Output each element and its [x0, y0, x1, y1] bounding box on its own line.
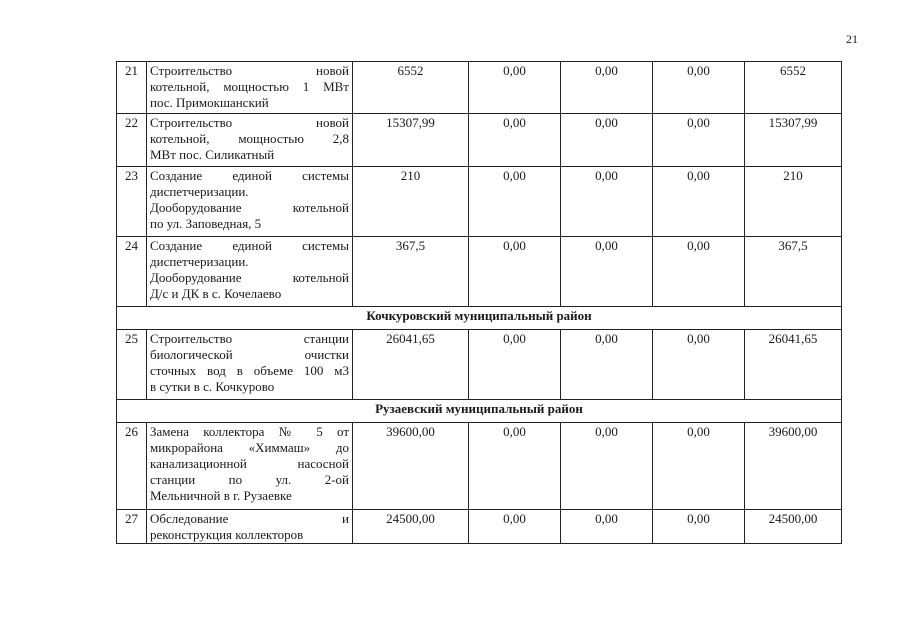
row-number: 22	[117, 114, 147, 167]
item-name-line: станции по ул. 2-ой	[150, 472, 349, 487]
value-col-3: 0,00	[561, 237, 653, 307]
value-col-4: 0,00	[653, 167, 745, 237]
value-col-5: 39600,00	[745, 423, 842, 510]
value-col-2: 0,00	[469, 237, 561, 307]
value-col-4: 0,00	[653, 330, 745, 400]
row-number: 25	[117, 330, 147, 400]
row-number: 27	[117, 510, 147, 544]
row-number: 24	[117, 237, 147, 307]
value-col-4: 0,00	[653, 237, 745, 307]
total-value: 26041,65	[353, 330, 469, 400]
value-col-5: 210	[745, 167, 842, 237]
table-row	[117, 423, 842, 510]
value-col-5: 15307,99	[745, 114, 842, 167]
value-col-2: 0,00	[469, 62, 561, 114]
value-col-4: 0,00	[653, 423, 745, 510]
item-name-line: микрорайона «Химмаш» до	[150, 440, 349, 455]
table-row	[117, 62, 842, 114]
value-col-2: 0,00	[469, 330, 561, 400]
item-name-line: МВт пос. Силикатный	[150, 147, 275, 162]
budget-table	[116, 61, 842, 544]
item-name	[147, 62, 353, 114]
item-name-line: сточных вод в объеме 100 м3	[150, 363, 349, 378]
item-name-line: Строительство новой	[150, 63, 349, 78]
item-name-line: канализационной насосной	[150, 456, 349, 471]
table-row	[117, 330, 842, 400]
table-body	[117, 62, 842, 544]
value-col-2: 0,00	[469, 167, 561, 237]
value-col-4: 0,00	[653, 114, 745, 167]
item-name-line: Мельничной в г. Рузаевке	[150, 488, 292, 503]
table-row	[117, 167, 842, 237]
value-col-3: 0,00	[561, 423, 653, 510]
item-name-line: Д/с и ДК в с. Кочелаево	[150, 286, 282, 301]
item-name	[147, 423, 353, 510]
value-col-3: 0,00	[561, 330, 653, 400]
page-number: 21	[846, 32, 858, 46]
item-name	[147, 330, 353, 400]
item-name-line: Замена коллектора № 5 от	[150, 424, 349, 439]
item-name-line: в сутки в с. Кочкурово	[150, 379, 275, 394]
item-name-line: Дооборудование котельной	[150, 200, 349, 215]
section-title: Рузаевский муниципальный район	[117, 400, 842, 423]
section-title: Кочкуровский муниципальный район	[117, 307, 842, 330]
row-number: 23	[117, 167, 147, 237]
item-name-line: диспетчеризации.	[150, 184, 249, 199]
section-header-row	[117, 400, 842, 423]
item-name-line: диспетчеризации.	[150, 254, 249, 269]
item-name-line: Создание единой системы	[150, 168, 349, 183]
value-col-3: 0,00	[561, 510, 653, 544]
table-row	[117, 510, 842, 544]
value-col-3: 0,00	[561, 62, 653, 114]
table-row	[117, 114, 842, 167]
value-col-5: 367,5	[745, 237, 842, 307]
value-col-5: 24500,00	[745, 510, 842, 544]
item-name-line: Дооборудование котельной	[150, 270, 349, 285]
value-col-5: 26041,65	[745, 330, 842, 400]
row-number: 26	[117, 423, 147, 510]
total-value: 39600,00	[353, 423, 469, 510]
item-name	[147, 114, 353, 167]
item-name-line: по ул. Заповедная, 5	[150, 216, 262, 231]
row-number: 21	[117, 62, 147, 114]
item-name-line: Создание единой системы	[150, 238, 349, 253]
value-col-3: 0,00	[561, 167, 653, 237]
value-col-2: 0,00	[469, 423, 561, 510]
item-name-line: реконструкция коллекторов	[150, 527, 304, 542]
section-header-row	[117, 307, 842, 330]
item-name-line: Строительство станции	[150, 331, 349, 346]
total-value: 15307,99	[353, 114, 469, 167]
total-value: 24500,00	[353, 510, 469, 544]
table-row	[117, 237, 842, 307]
value-col-4: 0,00	[653, 510, 745, 544]
value-col-3: 0,00	[561, 114, 653, 167]
total-value: 6552	[353, 62, 469, 114]
item-name-line: Обследование и	[150, 511, 349, 526]
value-col-5: 6552	[745, 62, 842, 114]
item-name-line: биологической очистки	[150, 347, 349, 362]
item-name	[147, 510, 353, 544]
value-col-2: 0,00	[469, 510, 561, 544]
item-name-line: пос. Примокшанский	[150, 95, 269, 110]
item-name	[147, 167, 353, 237]
value-col-2: 0,00	[469, 114, 561, 167]
item-name-line: Строительство новой	[150, 115, 349, 130]
total-value: 210	[353, 167, 469, 237]
item-name-line: котельной, мощностью 1 МВт	[150, 79, 349, 94]
value-col-4: 0,00	[653, 62, 745, 114]
item-name	[147, 237, 353, 307]
total-value: 367,5	[353, 237, 469, 307]
item-name-line: котельной, мощностью 2,8	[150, 131, 349, 146]
